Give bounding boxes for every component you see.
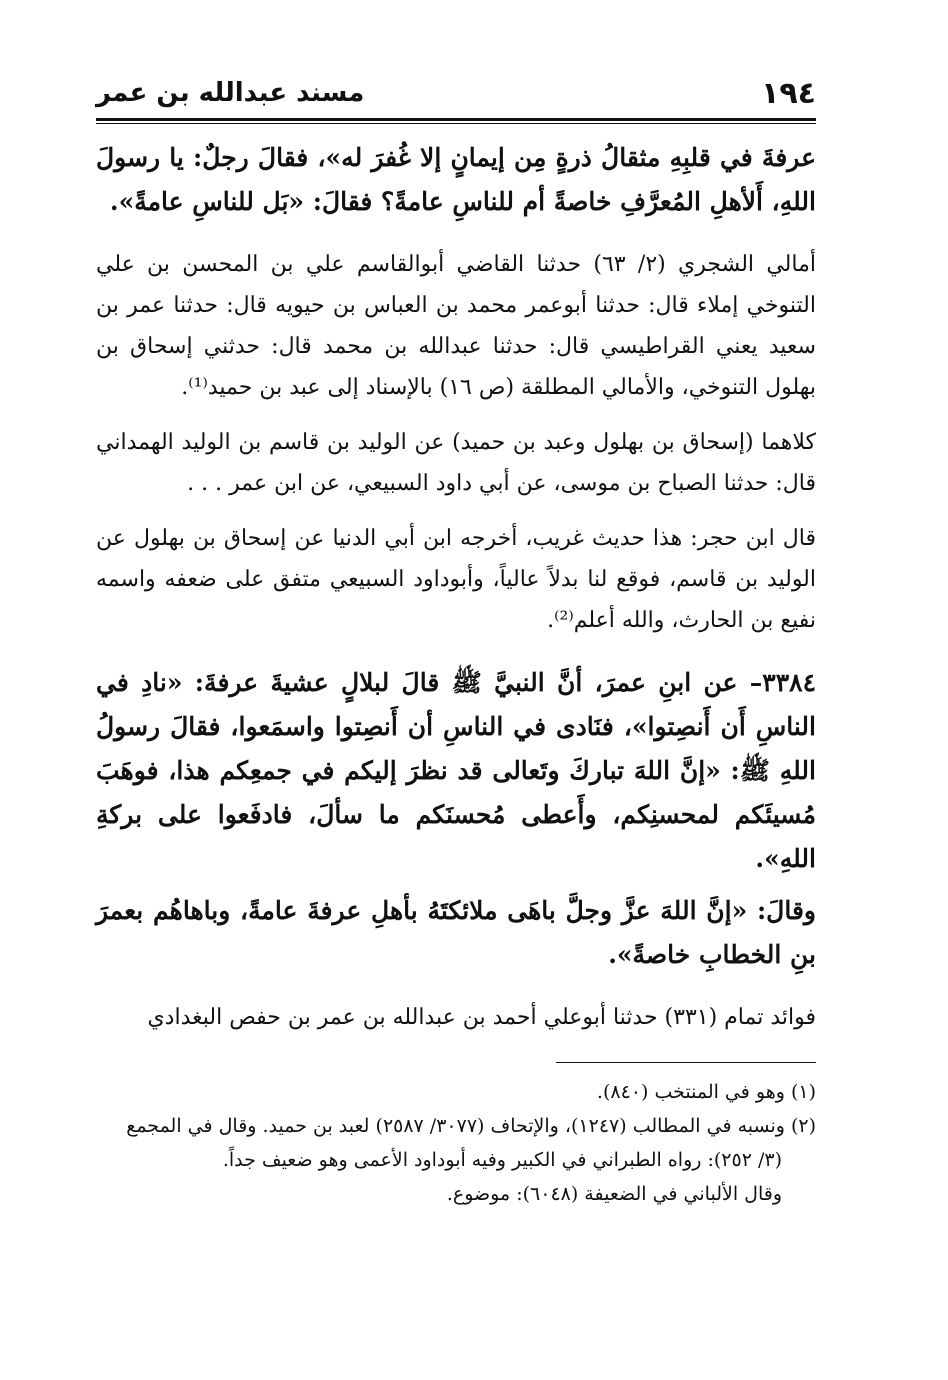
header-rule: [96, 118, 816, 124]
footnotes: [96, 1075, 816, 1211]
book-page: [96, 70, 816, 1211]
footnote: (٢) ونسبه في المطالب (١٢٤٧)، والإتحاف (٣٠٧٧/ ٢٥٨٧) لعبد بن حميد. وقال في المجمع: [126, 1115, 816, 1137]
takhrij-paragraph: أمالي الشجري (٢/ ٦٣) حدثنا القاضي أبوالقاسم علي بن المحسن بن علي التنوخي إملاء قال: حدثنا أبوعمر محمد بن العباس بن حيويه قال: حدثنا عمر بن سعيد يعني القراطيسي قال: حدثنا عبدالله بن محمد قال: حدثني إسحاق بن بهلول التنوخي، والأمالي المطلقة (ص ١٦) بالإسناد إلى عبد بن حميد⁽¹⁾.: [96, 252, 816, 400]
hadith-paragraph: ٣٣٨٤– عن ابنِ عمرَ، أنَّ النبيَّ ﷺ قالَ لبلالٍ عشيةَ عرفةَ: «نادِ في الناسِ أَن أَنصِتوا»، فنَادى في الناسِ أن أَنصِتوا واسمَعوا، فقالَ رسولُ اللهِ ﷺ: «إنَّ اللهَ تباركَ وتَعالى قد نظرَ إليكم في جمعِكم هذا، فوهَبَ مُسيئَكم لمحسنِكم، وأَعطى مُحسنَكم ما سألَ، فادفَعوا على بركةِ اللهِ».: [96, 668, 816, 873]
footnote: (١) وهو في المنتخب (٨٤٠).: [596, 1081, 816, 1103]
hadith-paragraph: وقالَ: «إنَّ اللهَ عزَّ وجلَّ باهَى ملائكتَهُ بأهلِ عرفةَ عامةً، وباهاهُم بعمرَ بنِ الخطابِ خاصةً».: [96, 896, 816, 969]
takhrij-paragraph: كلاهما (إسحاق بن بهلول وعبد بن حميد) عن الوليد بن قاسم بن الوليد الهمداني قال: حدثنا الصباح بن موسى، عن أبي داود السبيعي، عن ابن عمر . . .: [96, 430, 816, 496]
page-header: [96, 70, 816, 114]
takhrij-paragraph: فوائد تمام (٣٣١) حدثنا أبوعلي أحمد بن عبدالله بن عمر بن حفص البغدادي: [147, 1005, 816, 1030]
page-number: ١٩٤: [761, 76, 816, 111]
running-title: مسند عبدالله بن عمر: [96, 78, 365, 108]
footnote-rule: [556, 1062, 816, 1063]
footnote-continuation: وقال الألباني في الضعيفة (٦٠٤٨): موضوع.: [446, 1183, 782, 1205]
takhrij-paragraph: قال ابن حجر: هذا حديث غريب، أخرجه ابن أبي الدنيا عن إسحاق بن بهلول عن الوليد بن قاسم، فوقع لنا بدلاً عالياً، وأبوداود السبيعي متفق على ضعفه واسمه نفيع بن الحارث، والله أعلم⁽²⁾.: [96, 526, 816, 633]
hadith-continuation: عرفةَ في قلبِهِ مثقالُ ذرةٍ مِن إيمانٍ إلا غُفرَ له»، فقالَ رجلٌ: يا رسولَ اللهِ، أَلأهلِ المُعرَّفِ خاصةً أم للناسِ عامةً؟ فقالَ: «بَل للناسِ عامةً».: [96, 143, 816, 216]
footnote-continuation: (٣/ ٢٥٢): رواه الطبراني في الكبير وفيه أبوداود الأعمى وهو ضعيف جداً.: [222, 1149, 782, 1171]
